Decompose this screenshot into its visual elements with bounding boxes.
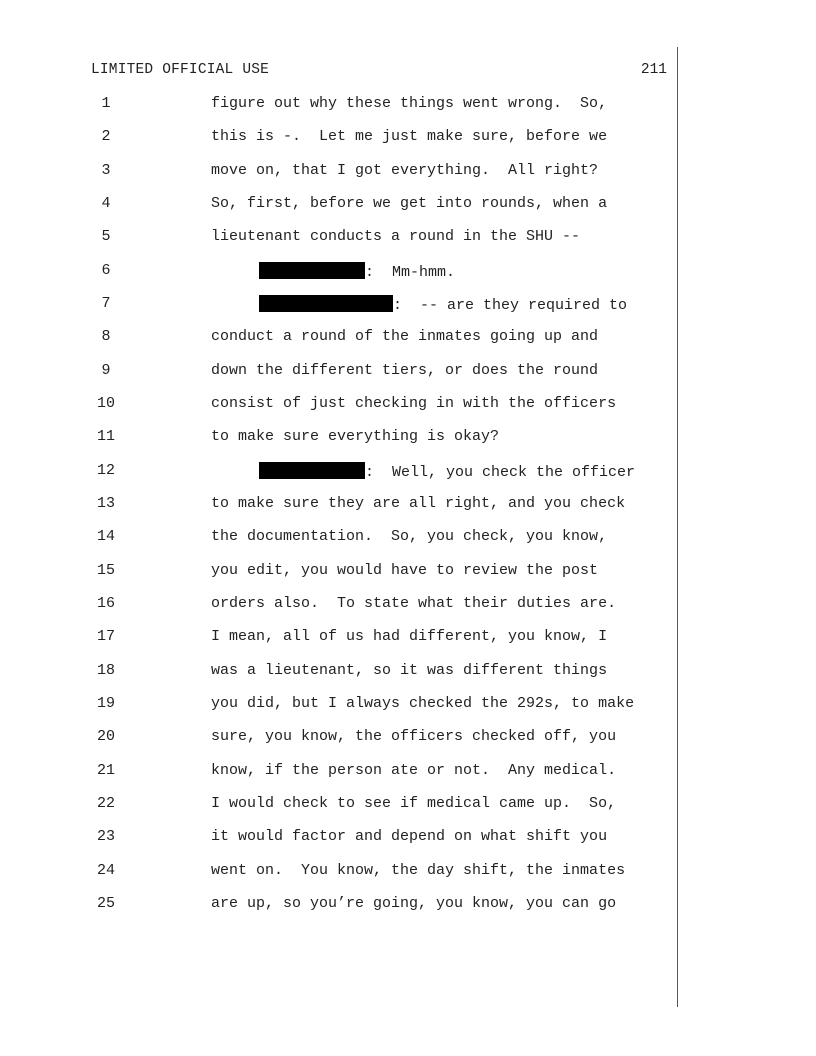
transcript-line xyxy=(0,628,816,652)
line-text: I would check to see if medical came up. So, xyxy=(211,795,617,812)
transcript-line xyxy=(0,562,816,586)
line-number: 14 xyxy=(96,528,115,545)
transcript-line xyxy=(0,662,816,686)
transcript-line xyxy=(0,528,816,552)
classification-header: LIMITED OFFICIAL USE xyxy=(91,62,270,78)
transcript-line xyxy=(0,162,816,186)
line-text: you edit, you would have to review the post xyxy=(211,562,599,579)
line-number: 3 xyxy=(101,162,111,179)
line-text: sure, you know, the officers checked off, you xyxy=(211,728,617,745)
line-text: I mean, all of us had different, you know, I xyxy=(211,628,608,645)
line-number: 13 xyxy=(96,495,115,512)
line-number: 22 xyxy=(96,795,115,812)
line-text: was a lieutenant, so it was different things xyxy=(211,662,608,679)
line-number: 1 xyxy=(101,95,111,112)
line-text: conduct a round of the inmates going up and xyxy=(211,328,599,345)
transcript-line xyxy=(0,362,816,386)
line-number: 15 xyxy=(96,562,115,579)
line-text: you did, but I always checked the 292s, to make xyxy=(211,695,635,712)
line-number: 24 xyxy=(96,862,115,879)
line-text: orders also. To state what their duties are. xyxy=(211,595,617,612)
line-text: went on. You know, the day shift, the inmates xyxy=(211,862,626,879)
line-number: 12 xyxy=(96,462,115,479)
line-text: to make sure everything is okay? xyxy=(211,428,500,445)
transcript-line xyxy=(0,695,816,719)
transcript-line xyxy=(0,762,816,786)
transcript-line xyxy=(0,595,816,619)
transcript-line xyxy=(0,828,816,852)
transcript-line xyxy=(0,95,816,119)
transcript-line xyxy=(0,228,816,252)
line-number: 23 xyxy=(96,828,115,845)
line-number: 19 xyxy=(96,695,115,712)
line-number: 21 xyxy=(96,762,115,779)
speaker-line xyxy=(259,295,627,314)
line-number: 25 xyxy=(96,895,115,912)
transcript-line xyxy=(0,328,816,352)
transcript-line xyxy=(0,895,816,919)
transcript-line xyxy=(0,862,816,886)
speaker-line xyxy=(259,262,455,281)
line-text: So, first, before we get into rounds, when a xyxy=(211,195,608,212)
transcript-line xyxy=(0,195,816,219)
line-text: this is -. Let me just make sure, before we xyxy=(211,128,608,145)
line-number: 11 xyxy=(96,428,115,445)
line-number: 9 xyxy=(101,362,111,379)
line-number: 20 xyxy=(96,728,115,745)
line-text: it would factor and depend on what shift you xyxy=(211,828,608,845)
transcript-line xyxy=(0,428,816,452)
line-text: figure out why these things went wrong. So, xyxy=(211,95,608,112)
redacted-speaker-name xyxy=(259,262,365,279)
line-number: 2 xyxy=(101,128,111,145)
transcript-line xyxy=(0,262,816,286)
line-text: move on, that I got everything. All right? xyxy=(211,162,599,179)
line-text: the documentation. So, you check, you know, xyxy=(211,528,608,545)
line-number: 4 xyxy=(101,195,111,212)
line-text: to make sure they are all right, and you check xyxy=(211,495,626,512)
line-number: 5 xyxy=(101,228,111,245)
line-number: 6 xyxy=(101,262,111,279)
page-number: 211 xyxy=(640,62,667,78)
line-number: 16 xyxy=(96,595,115,612)
speaker-line xyxy=(259,462,635,481)
line-number: 18 xyxy=(96,662,115,679)
line-text: : Mm-hmm. xyxy=(365,264,456,281)
redacted-speaker-name xyxy=(259,462,365,479)
line-text: are up, so you’re going, you know, you can go xyxy=(211,895,617,912)
line-text: down the different tiers, or does the round xyxy=(211,362,599,379)
transcript-line xyxy=(0,128,816,152)
transcript-line xyxy=(0,395,816,419)
line-text: : -- are they required to xyxy=(393,297,628,314)
line-text: know, if the person ate or not. Any medical. xyxy=(211,762,617,779)
line-number: 17 xyxy=(96,628,115,645)
transcript-line xyxy=(0,495,816,519)
transcript-line xyxy=(0,462,816,486)
transcript-line xyxy=(0,728,816,752)
line-number: 10 xyxy=(96,395,115,412)
line-number: 8 xyxy=(101,328,111,345)
line-number: 7 xyxy=(101,295,111,312)
line-text: consist of just checking in with the officers xyxy=(211,395,617,412)
transcript-line xyxy=(0,295,816,319)
line-text: : Well, you check the officer xyxy=(365,464,636,481)
line-text: lieutenant conducts a round in the SHU -- xyxy=(211,228,581,245)
transcript-line xyxy=(0,795,816,819)
redacted-speaker-name xyxy=(259,295,393,312)
